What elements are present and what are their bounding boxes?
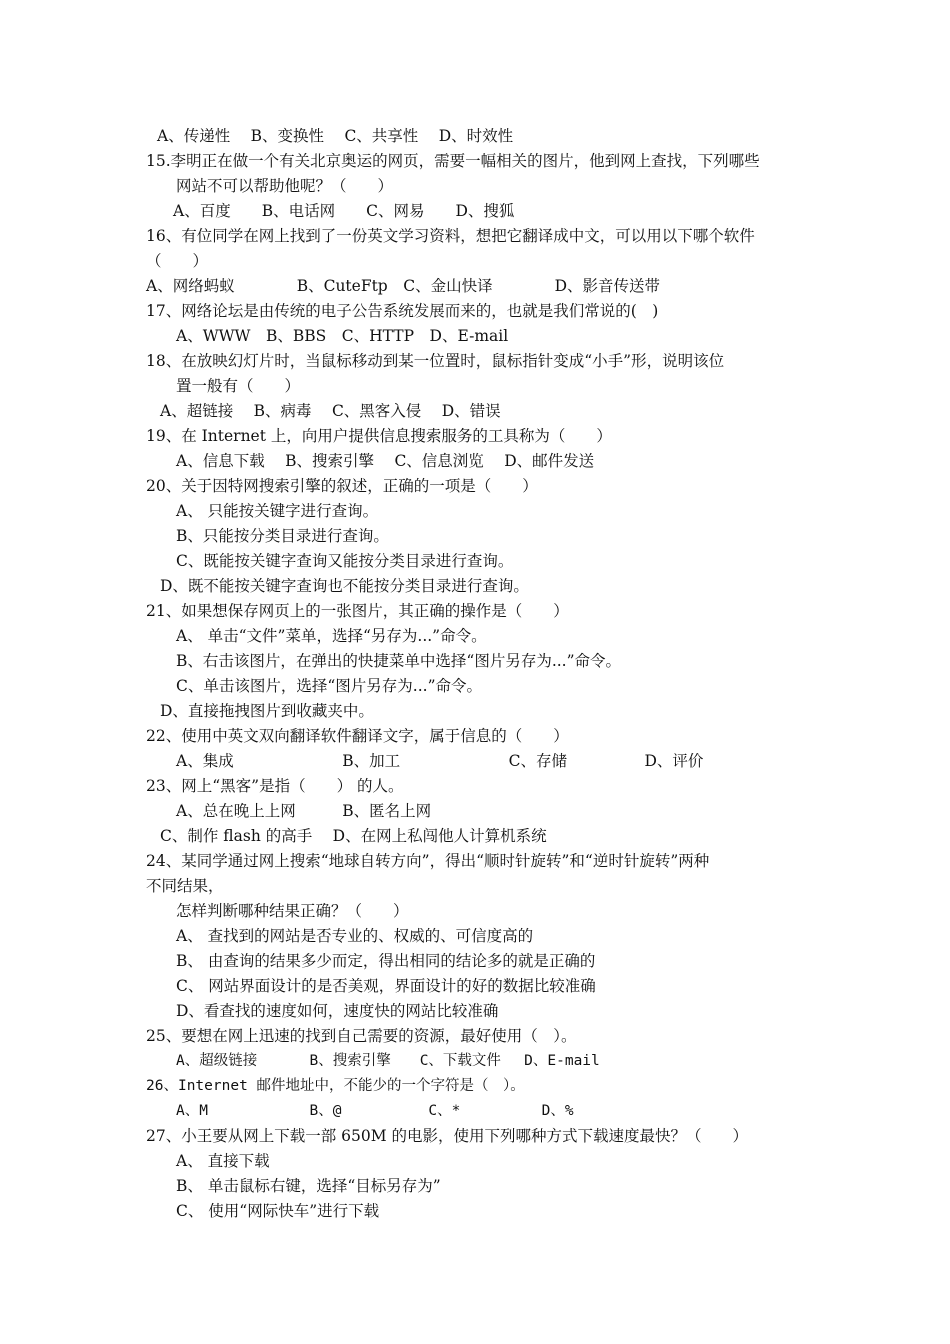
q23-options-cd: C、制作 flash 的高手 D、在网上私闯他人计算机系统 bbox=[160, 827, 547, 845]
q20-stem: 20、关于因特网搜索引擎的叙述，正确的一项是（ ） bbox=[146, 477, 538, 495]
q24-option-d: D、看查找的速度如何，速度快的网站比较准确 bbox=[176, 1002, 499, 1020]
q21-option-b: B、右击该图片，在弹出的快捷菜单中选择“图片另存为...”命令。 bbox=[176, 652, 622, 670]
q20-option-c: C、既能按关键字查询又能按分类目录进行查询。 bbox=[176, 552, 514, 570]
q21-option-c: C、单击该图片，选择“图片另存为...”命令。 bbox=[176, 677, 482, 695]
q15-options: A、百度 B、电话网 C、网易 D、搜狐 bbox=[173, 202, 515, 220]
q18-stem: 18、在放映幻灯片时，当鼠标移动到某一位置时，鼠标指针变成“小手”形，说明该位 bbox=[146, 352, 725, 370]
q21-option-d: D、直接拖拽图片到收藏夹中。 bbox=[160, 702, 374, 720]
q21-option-a: A、 单击“文件”菜单，选择“另存为...”命令。 bbox=[176, 627, 487, 645]
q15-stem-cont: 网站不可以帮助他呢？（ ） bbox=[176, 177, 394, 195]
q18-options: A、超链接 B、病毒 C、黑客入侵 D、错误 bbox=[160, 402, 501, 420]
q27-stem: 27、小王要从网上下载一部 650M 的电影，使用下列哪种方式下载速度最快？（ ） bbox=[146, 1127, 749, 1145]
q20-option-a: A、 只能按关键字进行查询。 bbox=[176, 502, 379, 520]
q23-options-ab: A、总在晚上上网 B、匿名上网 bbox=[176, 802, 432, 820]
q27-option-c: C、 使用“网际快车”进行下载 bbox=[176, 1202, 380, 1220]
q16-options: A、网络蚂蚁 B、CuteFtp C、金山快译 D、影音传送带 bbox=[146, 277, 661, 295]
q25-options: A、超级链接 B、搜索引擎 C、下载文件 D、E-mail bbox=[176, 1053, 600, 1069]
q16-stem: 16、有位同学在网上找到了一份英文学习资料，想把它翻译成中文，可以用以下哪个软件 bbox=[146, 227, 755, 245]
q24-option-a: A、 查找到的网站是否专业的、权威的、可信度高的 bbox=[176, 927, 534, 945]
q24-stem-cont: 不同结果， bbox=[146, 877, 224, 895]
q20-option-d: D、既不能按关键字查询也不能按分类目录进行查询。 bbox=[160, 577, 529, 595]
q15-stem: 15.李明正在做一个有关北京奥运的网页，需要一幅相关的图片，他到网上查找，下列哪些 bbox=[146, 152, 760, 170]
q26-options: A、M B、@ C、* D、% bbox=[176, 1103, 574, 1119]
q22-options: A、集成 B、加工 C、存储 D、评价 bbox=[176, 752, 704, 770]
q24-stem: 24、某同学通过网上搜索“地球自转方向”，得出“顺时针旋转”和“逆时针旋转”两种 bbox=[146, 852, 710, 870]
q27-option-b: B、 单击鼠标右键，选择“目标另存为” bbox=[176, 1177, 441, 1195]
q27-option-a: A、 直接下载 bbox=[176, 1152, 270, 1170]
q26-stem: 26、Internet 邮件地址中，不能少的一个字符是（ ）。 bbox=[146, 1078, 525, 1094]
q23-stem: 23、网上“黑客”是指（ ） 的人。 bbox=[146, 777, 404, 795]
q19-stem: 19、在 Internet 上，向用户提供信息搜索服务的工具称为（ ） bbox=[146, 427, 612, 445]
q20-option-b: B、只能按分类目录进行查询。 bbox=[176, 527, 389, 545]
q17-options: A、WWW B、BBS C、HTTP D、E-mail bbox=[176, 327, 509, 345]
q24-question: 怎样判断哪种结果正确？（ ） bbox=[176, 902, 409, 920]
q24-option-b: B、 由查询的结果多少而定，得出相同的结论多的就是正确的 bbox=[176, 952, 596, 970]
q25-stem: 25、要想在网上迅速的找到自己需要的资源，最好使用（ ）。 bbox=[146, 1027, 577, 1045]
q22-stem: 22、使用中英文双向翻译软件翻译文字，属于信息的（ ） bbox=[146, 727, 569, 745]
q14-options: A、传递性 B、变换性 C、共享性 D、时效性 bbox=[157, 127, 514, 145]
q19-options: A、信息下载 B、搜索引擎 C、信息浏览 D、邮件发送 bbox=[176, 452, 595, 470]
q17-stem: 17、网络论坛是由传统的电子公告系统发展而来的，也就是我们常说的( ) bbox=[146, 302, 659, 320]
q21-stem: 21、如果想保存网页上的一张图片，其正确的操作是（ ） bbox=[146, 602, 569, 620]
q16-stem-cont: （ ） bbox=[146, 252, 209, 270]
q24-option-c: C、 网站界面设计的是否美观，界面设计的好的数据比较准确 bbox=[176, 977, 596, 995]
q18-stem-cont: 置一般有（ ） bbox=[176, 377, 301, 395]
